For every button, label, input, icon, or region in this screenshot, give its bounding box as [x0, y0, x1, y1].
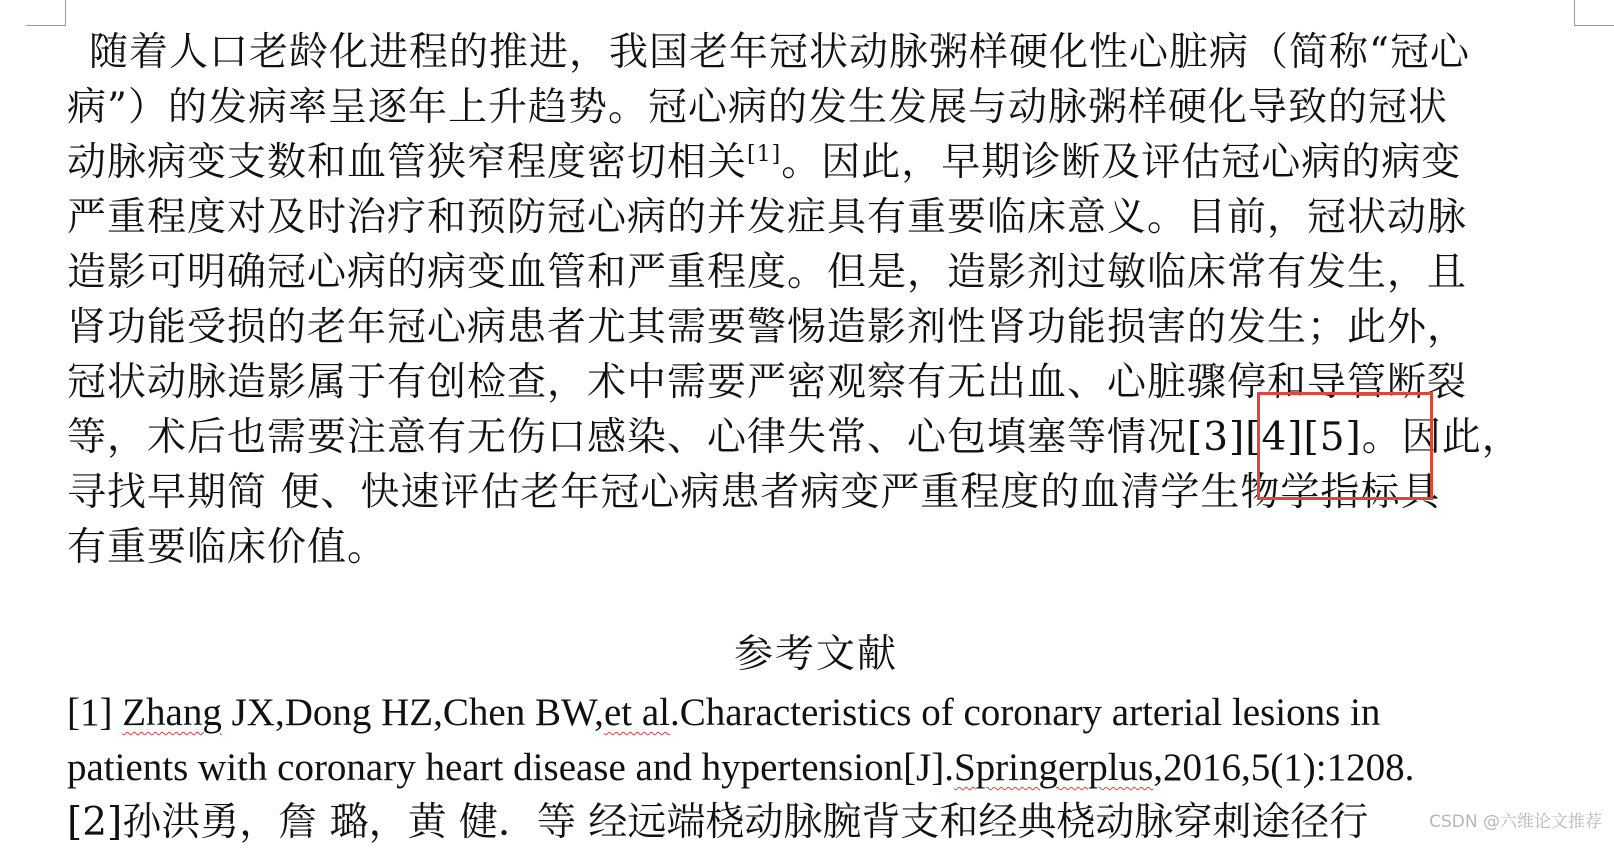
references-heading: 参考文献	[734, 632, 899, 677]
reference-1-journal: Springerplus	[953, 746, 1154, 789]
paragraph-line-4: 严重程度对及时治疗和预防冠心病的并发症具有重要临床意义。目前，冠状动脉	[67, 195, 1468, 240]
reference-1-line-2-start: patients with coronary heart disease and hypertension[J].	[67, 746, 954, 789]
watermark: CSDN @六维论文推荐	[1429, 812, 1602, 832]
paragraph-line-10: 有重要临床价值。	[67, 525, 388, 570]
reference-1-line-2	[67, 743, 1414, 793]
reference-1-line-2-end: ,2016,5(1):1208.	[1153, 746, 1415, 789]
page-corner-mark-right	[1574, 0, 1614, 26]
reference-1-author-zhang: Zhang	[122, 691, 222, 734]
citation-superscript-1[interactable]: [1]	[747, 142, 782, 167]
paragraph-line-5: 造影可明确冠心病的病变血管和严重程度。但是，造影剂过敏临床常有发生，且	[67, 250, 1468, 295]
page-corner-mark-left	[26, 0, 66, 26]
paragraph-line-6: 肾功能受损的老年冠心病患者尤其需要警惕造影剂性肾功能损害的发生；此外，	[67, 305, 1468, 350]
reference-1-title: .Characteristics of coronary arterial lesions in	[669, 691, 1381, 734]
paragraph-line-1: 随着人口老龄化进程的推进，我国老年冠状动脉粥样硬化性心脏病（简称“冠心	[89, 30, 1470, 75]
paragraph-line-8: 等，术后也需要注意有无伤口感染、心律失常、心包填塞等情况[3][4][5]。因此，	[67, 415, 1522, 460]
citation-highlight-box	[1257, 392, 1433, 500]
reference-1-etal: et al	[603, 691, 670, 734]
paragraph-line-7: 冠状动脉造影属于有创检查，术中需要严密观察有无出血、心脏骤停和导管断裂	[67, 360, 1468, 405]
reference-1-line-1	[67, 688, 1380, 738]
paragraph-line-3-after: 。因此，早期诊断及评估冠心病的病变	[781, 140, 1462, 185]
reference-2-partial: [2]孙洪勇，詹 璐，黄 健．等 经远端桡动脉腕背支和经典桡动脉穿刺途径行	[67, 800, 1369, 845]
reference-1-authors: JX,Dong HZ,Chen BW,	[221, 691, 604, 734]
paragraph-line-2: 病”）的发病率呈逐年上升趋势。冠心病的发生发展与动脉粥样硬化导致的冠状	[67, 85, 1448, 130]
paragraph-line-9: 寻找早期简 便、快速评估老年冠心病患者病变严重程度的血清学生物学指标具	[67, 470, 1441, 515]
paragraph-line-3-text: 动脉病变支数和血管狭窄程度密切相关	[67, 140, 748, 185]
reference-1-number: [1]	[67, 691, 113, 734]
paragraph-line-3	[67, 138, 1461, 188]
